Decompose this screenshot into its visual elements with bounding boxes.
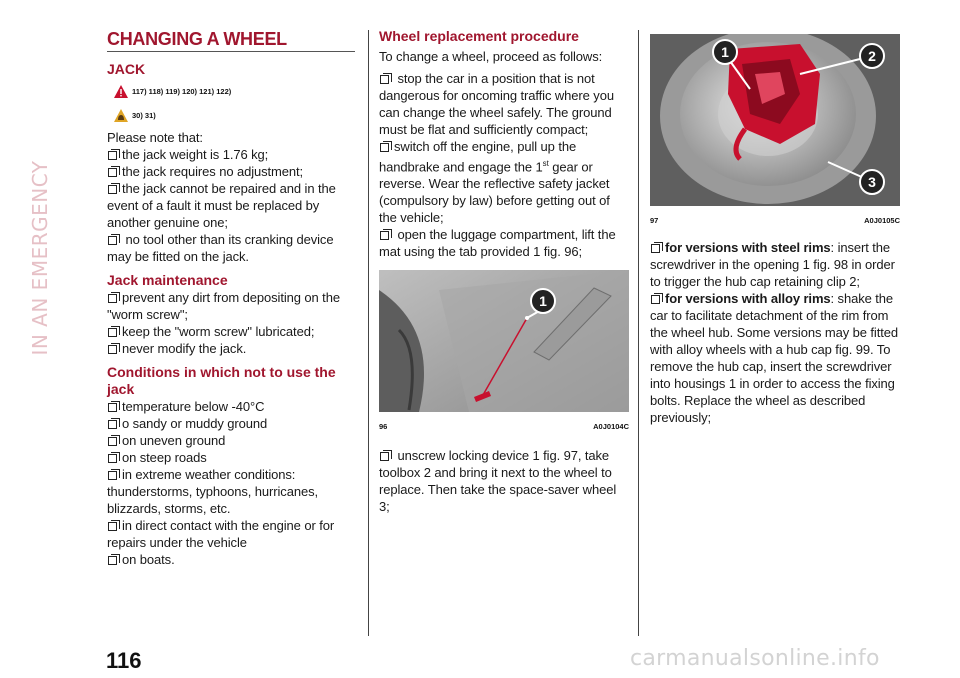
figure-96-image [379,270,629,417]
watermark: carmanualsonline.info [630,646,880,671]
checkbox-icon [108,294,117,303]
list-item: for versions with steel rims: insert the screwdriver in the opening 1 fig. 98 in order to trigger the hub cap retaining clip 2; [650,240,895,289]
spare-wheel-toolbox-illustration [650,34,900,206]
checkbox-icon [380,75,389,84]
list-item: never modify the jack. [107,340,355,357]
figure-97-caption [650,216,900,225]
column-middle [379,28,629,515]
warning-references [114,82,355,100]
caution-references [114,106,355,124]
warning-refs-text: 117) 118) 119) 120) 121) 122) [132,86,232,96]
checkbox-icon [651,295,660,304]
column-divider-1 [368,30,369,636]
checkbox-icon [108,185,117,194]
list-item: the jack requires no adjustment; [107,163,355,180]
list-item: unscrew locking device 1 fig. 97, take toolbox 2 and bring it next to the wheel to replace. Then take the space-saver wheel 3; [379,448,617,515]
list-item: switch off the engine, pull up the handbrake and engage the 1st gear or reverse. Wear the reflective safety jacket (compulsory by law) before getting out of the vehicle; [379,139,610,226]
column-right [650,34,900,426]
checkbox-icon [108,454,117,463]
list-item: the jack weight is 1.76 kg; [107,146,355,163]
checkbox-icon [380,231,389,240]
checkbox-icon [108,328,117,337]
section-side-title-text: IN AN EMERGENCY [28,160,52,356]
note-intro: Please note that: [107,130,203,145]
list-item: in direct contact with the engine or for repairs under the vehicle [107,518,335,550]
jack-heading: JACK [107,61,146,77]
checkbox-icon [108,345,117,354]
callout-3: 3 [868,174,876,190]
checkbox-icon [108,236,117,245]
warning-icon [114,85,128,98]
list-item: no tool other than its cranking device may be fitted on the jack. [107,232,334,264]
list-item: prevent any dirt from depositing on the "worm screw"; [107,290,340,322]
list-item: open the luggage compartment, lift the mat using the tab provided 1 fig. 96; [379,227,616,260]
procedure-heading: Wheel replacement procedure [379,28,579,44]
list-item: on uneven ground [107,432,355,449]
checkbox-icon [380,452,389,461]
list-item: o sandy or muddy ground [107,415,355,432]
conditions-heading: Conditions in which not to use the jack [107,364,336,397]
callout-1: 1 [721,44,729,60]
caution-hand-icon [114,109,128,122]
checkbox-icon [108,420,117,429]
list-item: on boats. [107,551,355,568]
caution-refs-text: 30) 31) [132,110,156,120]
list-item: keep the "worm screw" lubricated; [107,323,355,340]
list-item: the jack cannot be repaired and in the event of a fault it must be replaced by another genuine one; [107,181,336,230]
callout-2: 2 [868,48,876,64]
maintenance-heading: Jack maintenance [107,272,228,288]
figure-97-code: A0J0105C [864,216,900,225]
checkbox-icon [108,522,117,531]
column-divider-2 [638,30,639,636]
checkbox-icon [108,403,117,412]
figure-97-number: 97 [650,216,659,225]
checkbox-icon [651,244,660,253]
list-item: on steep roads [107,449,355,466]
checkbox-icon [108,168,117,177]
checkbox-icon [108,471,117,480]
figure-96 [379,270,629,431]
list-item: for versions with alloy rims: shake the car to facilitate detachment of the rim from the wheel hub. Some versions may be fitted with alloy wheels with a hub cap fig. 99. To remove the hub cap, insert the screwdriver into housings 1 in order to access the fixing bolts. Replace the wheel as described previously; [650,291,898,425]
list-item: temperature below -40°C [107,398,355,415]
checkbox-icon [108,437,117,446]
page-number: 116 [106,648,142,673]
checkbox-icon [380,143,389,152]
figure-96-caption [379,422,629,431]
column-left [107,28,355,568]
figure-97 [650,34,900,225]
list-item: in extreme weather conditions: thunderstorms, typhoons, hurricanes, blizzards, storms, etc. [107,467,319,516]
procedure-intro: To change a wheel, proceed as follows: [379,49,603,64]
list-item: stop the car in a position that is not dangerous for oncoming traffic where you can change the wheel safely. The ground must be flat and sufficiently compact; [379,71,614,137]
figure-97-image [650,34,900,211]
figure-96-code: A0J0104C [593,422,629,432]
callout-1: 1 [539,293,547,310]
figure-96-number: 96 [379,422,388,432]
checkbox-icon [108,556,117,565]
checkbox-icon [108,151,117,160]
page-title: CHANGING A WHEEL [107,28,355,52]
luggage-mat-illustration [379,270,629,412]
